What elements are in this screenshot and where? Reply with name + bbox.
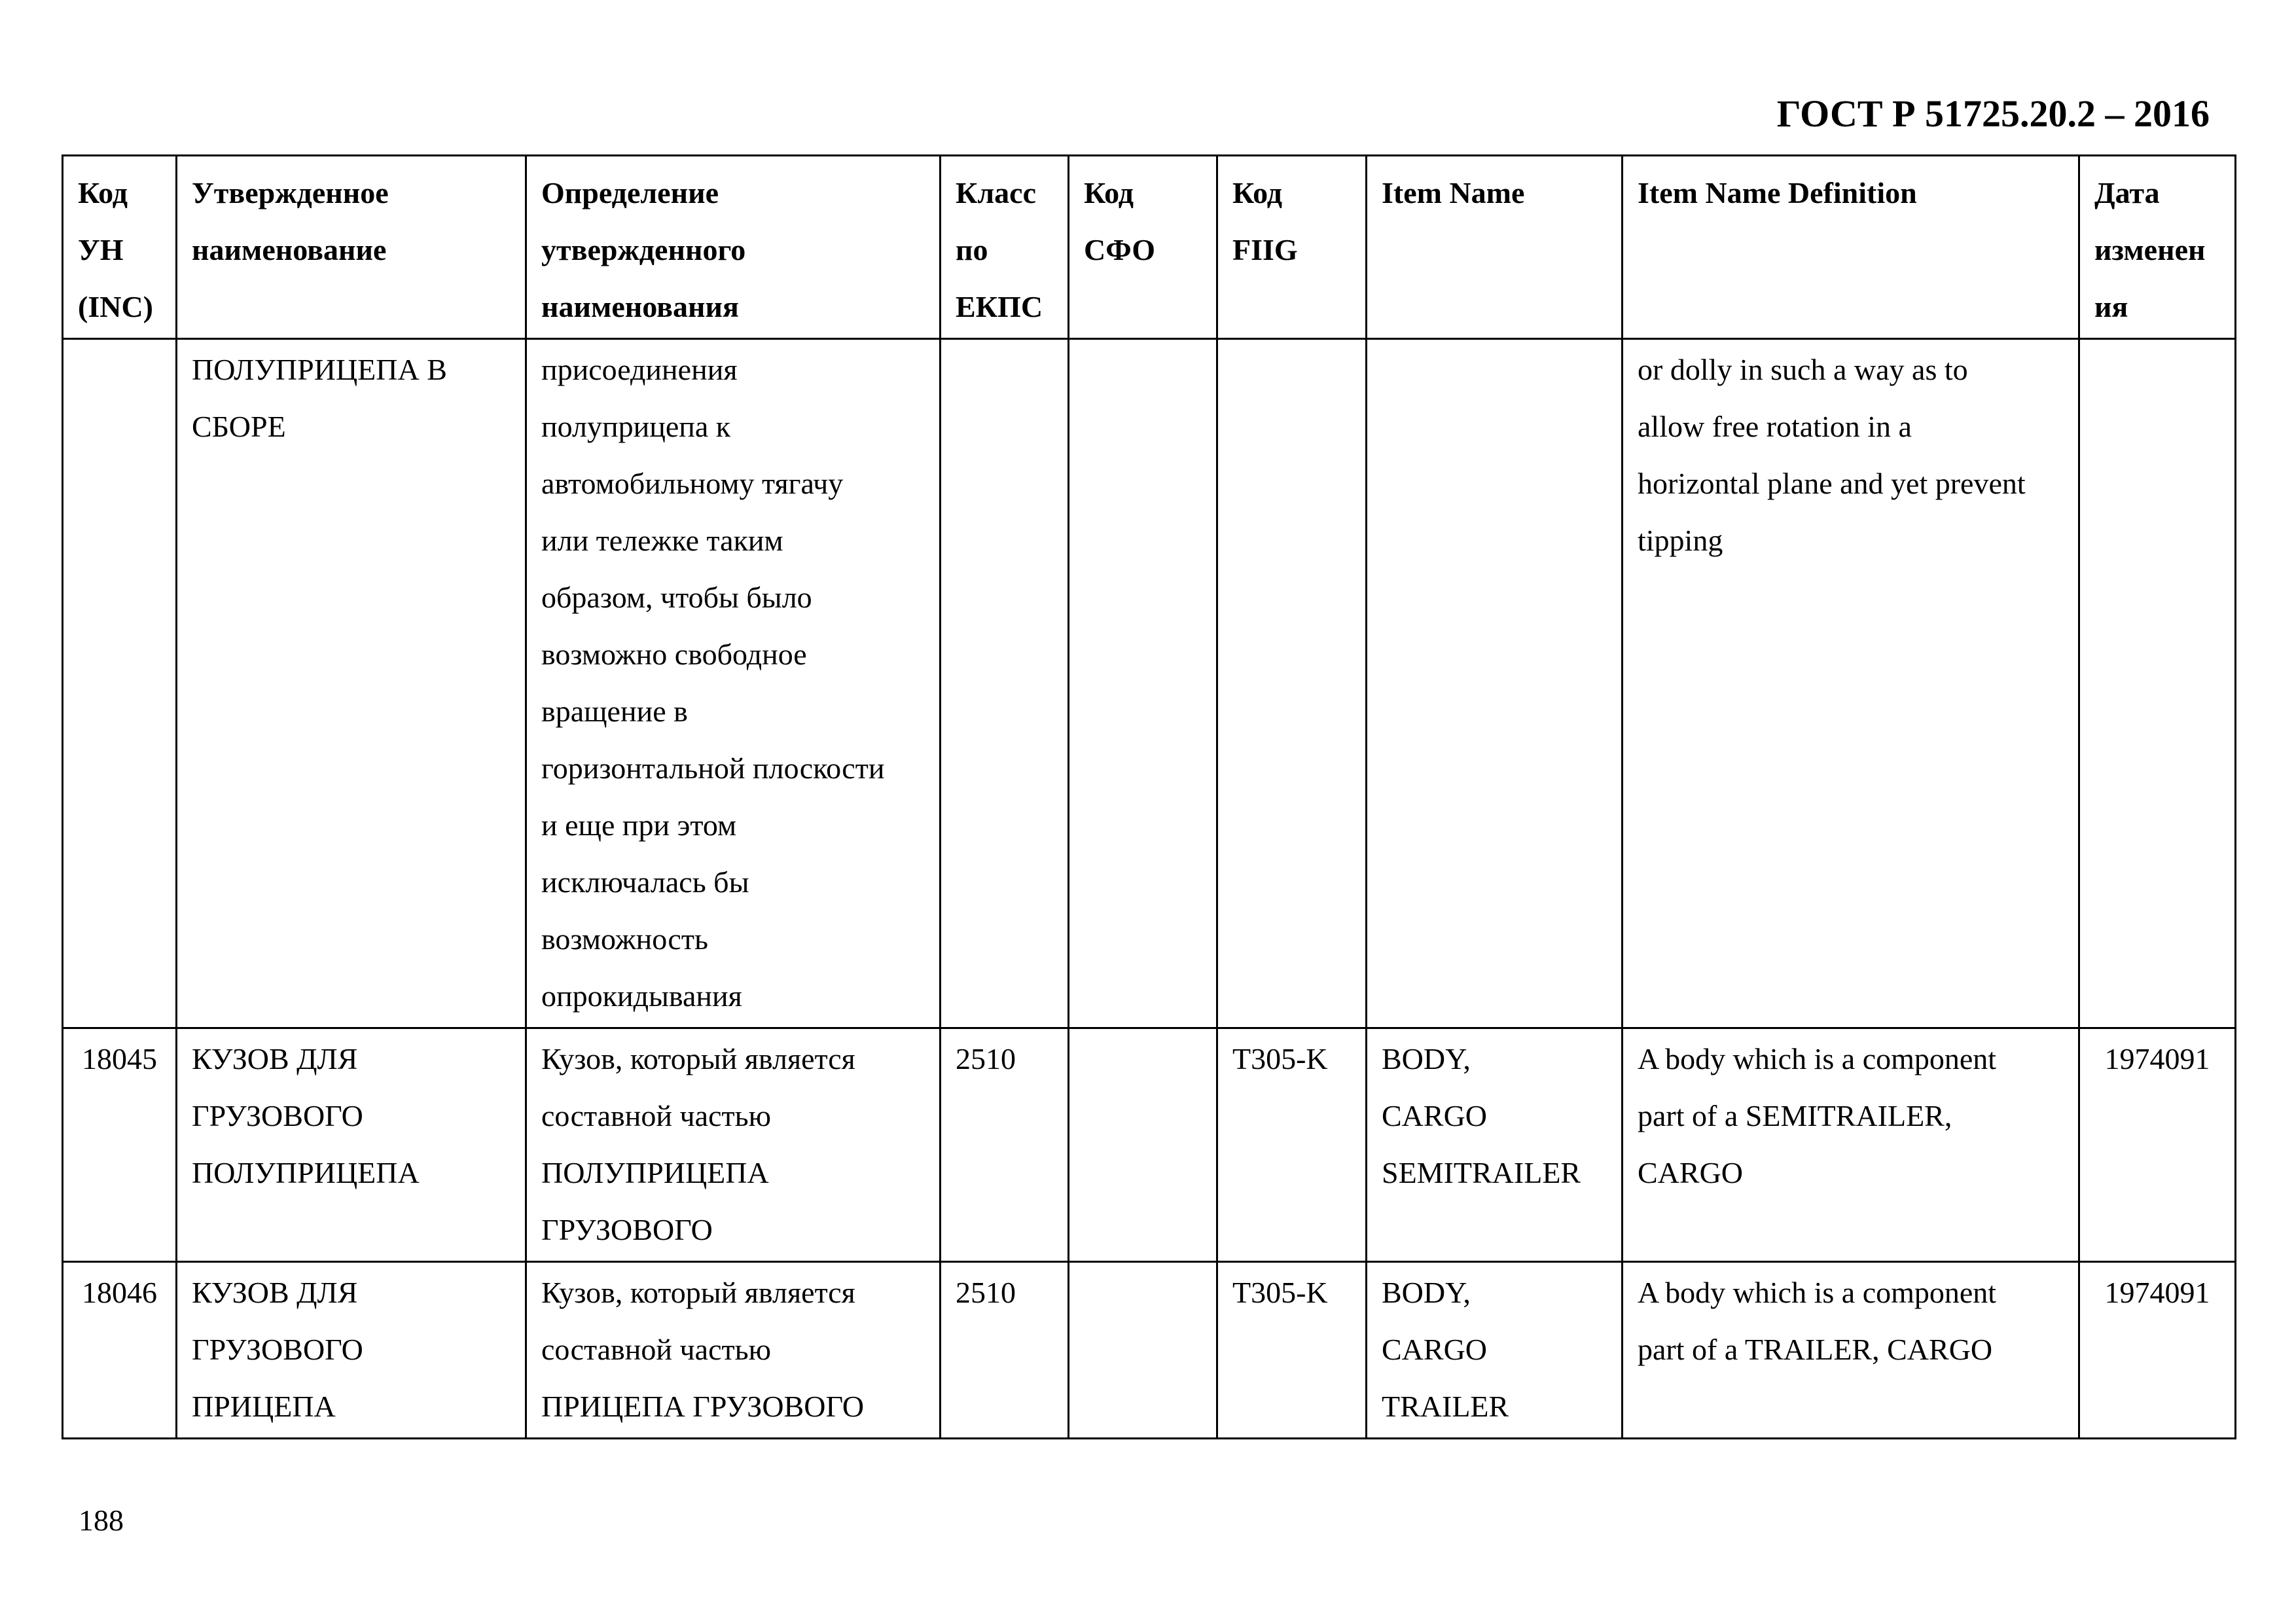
cell-text-line: part of a TRAILER, CARGO xyxy=(1638,1333,1993,1366)
cell-text-line: horizontal plane and yet prevent xyxy=(1638,467,2026,500)
cell-sfo-code xyxy=(1069,1262,1217,1439)
cell-text-line: Кузов, который является xyxy=(541,1042,855,1075)
cell-item-name xyxy=(1367,1262,1623,1439)
cell-item-name xyxy=(1367,1028,1623,1262)
cell-text-line: 18046 xyxy=(82,1276,157,1309)
cell-text-line: T305-K xyxy=(1232,1276,1328,1309)
table-header-row xyxy=(63,156,2236,339)
cell-inc-code xyxy=(63,1262,177,1439)
cell-text-line: вращение в xyxy=(541,695,688,728)
cell-fiig-code xyxy=(1217,1028,1367,1262)
cell-sfo-code xyxy=(1069,1028,1217,1262)
cell-item-name-definition xyxy=(1623,1262,2079,1439)
table-body xyxy=(63,339,2236,1439)
cell-change-date xyxy=(2079,1028,2236,1262)
cell-approved-name-definition xyxy=(526,1262,941,1439)
column-header-sfo-code xyxy=(1069,156,1217,339)
cell-text-line: ПРИЦЕПА ГРУЗОВОГО xyxy=(541,1390,865,1423)
cell-text-line: ГРУЗОВОГО xyxy=(192,1333,363,1366)
cell-approved-name xyxy=(177,339,526,1028)
header-text-line: наименования xyxy=(541,290,739,323)
document-code: ГОСТ Р 51725.20.2 – 2016 xyxy=(1776,92,2210,135)
cell-ekps-class xyxy=(941,1028,1069,1262)
cell-text-line: возможность xyxy=(541,922,708,956)
column-header-inc-code xyxy=(63,156,177,339)
catalog-table xyxy=(62,154,2236,1439)
cell-text-line: исключалась бы xyxy=(541,865,749,899)
table-row xyxy=(63,1028,2236,1262)
cell-text-line: T305-K xyxy=(1232,1042,1328,1075)
cell-text-line: 2510 xyxy=(956,1276,1016,1309)
cell-text-line: ПОЛУПРИЦЕПА xyxy=(192,1156,420,1189)
cell-text-line: опрокидывания xyxy=(541,979,742,1013)
header-text-line: ия xyxy=(2094,290,2128,323)
cell-text-line: присоединения xyxy=(541,353,738,386)
cell-text-line: КУЗОВ ДЛЯ xyxy=(192,1276,358,1309)
header-text-line: Утвержденное xyxy=(192,176,389,209)
cell-text-line: tipping xyxy=(1638,524,1723,557)
cell-item-name-definition xyxy=(1623,1028,2079,1262)
cell-text-line: Кузов, который является xyxy=(541,1276,855,1309)
column-header-approved-name xyxy=(177,156,526,339)
cell-text-line: КУЗОВ ДЛЯ xyxy=(192,1042,358,1075)
cell-text-line: allow free rotation in a xyxy=(1638,410,1912,443)
header-text-line: Дата xyxy=(2094,176,2160,209)
cell-text-line: CARGO xyxy=(1638,1156,1744,1189)
cell-ekps-class xyxy=(941,339,1069,1028)
cell-text-line: SEMITRAILER xyxy=(1382,1156,1581,1189)
cell-fiig-code xyxy=(1217,339,1367,1028)
cell-text-line: CARGO xyxy=(1382,1333,1488,1366)
column-header-approved-name-definition xyxy=(526,156,941,339)
table-row xyxy=(63,1262,2236,1439)
cell-inc-code xyxy=(63,339,177,1028)
cell-text-line: or dolly in such a way as to xyxy=(1638,353,1968,386)
cell-text-line: ГРУЗОВОГО xyxy=(541,1213,713,1246)
cell-text-line: A body which is a component xyxy=(1638,1276,1997,1309)
cell-text-line: возможно свободное xyxy=(541,638,807,671)
cell-inc-code xyxy=(63,1028,177,1262)
cell-text-line: 1974091 xyxy=(2104,1276,2210,1309)
cell-item-name xyxy=(1367,339,1623,1028)
cell-text-line: A body which is a component xyxy=(1638,1042,1997,1075)
cell-ekps-class xyxy=(941,1262,1069,1439)
cell-text-line: TRAILER xyxy=(1382,1390,1509,1423)
header-text-line: наименование xyxy=(192,233,387,266)
cell-text-line: ПОЛУПРИЦЕПА В xyxy=(192,353,447,386)
cell-text-line: CARGO xyxy=(1382,1099,1488,1132)
cell-text-line: part of a SEMITRAILER, xyxy=(1638,1099,1952,1132)
table-row xyxy=(63,339,2236,1028)
cell-approved-name xyxy=(177,1028,526,1262)
header-text-line: ЕКПС xyxy=(956,290,1043,323)
cell-text-line: или тележке таким xyxy=(541,524,783,557)
cell-sfo-code xyxy=(1069,339,1217,1028)
cell-text-line: горизонтальной плоскости xyxy=(541,751,885,785)
header-text-line: Item Name Definition xyxy=(1638,176,1917,209)
cell-text-line: ПОЛУПРИЦЕПА xyxy=(541,1156,769,1189)
column-header-item-name-definition xyxy=(1623,156,2079,339)
column-header-change-date xyxy=(2079,156,2236,339)
header-text-line: УН xyxy=(78,233,124,266)
header-text-line: Класс xyxy=(956,176,1036,209)
cell-text-line: составной частью xyxy=(541,1333,771,1366)
header-text-line: СФО xyxy=(1084,233,1156,266)
cell-text-line: образом, чтобы было xyxy=(541,581,812,614)
cell-fiig-code xyxy=(1217,1262,1367,1439)
header-text-line: Item Name xyxy=(1382,176,1525,209)
cell-text-line: 2510 xyxy=(956,1042,1016,1075)
header-text-line: Код xyxy=(78,176,128,209)
header-text-line: Определение xyxy=(541,176,719,209)
page-number: 188 xyxy=(79,1504,124,1537)
header-text-line: Код xyxy=(1232,176,1283,209)
header-text-line: (INC) xyxy=(78,290,153,323)
cell-text-line: ГРУЗОВОГО xyxy=(192,1099,363,1132)
cell-approved-name-definition xyxy=(526,339,941,1028)
cell-text-line: 18045 xyxy=(82,1042,157,1075)
cell-text-line: BODY, xyxy=(1382,1276,1471,1309)
column-header-fiig-code xyxy=(1217,156,1367,339)
header-text-line: изменен xyxy=(2094,233,2206,266)
cell-text-line: автомобильному тягачу xyxy=(541,467,844,500)
cell-change-date xyxy=(2079,1262,2236,1439)
column-header-ekps-class xyxy=(941,156,1069,339)
cell-text-line: BODY, xyxy=(1382,1042,1471,1075)
cell-item-name-definition xyxy=(1623,339,2079,1028)
cell-text-line: и еще при этом xyxy=(541,808,737,842)
header-text-line: по xyxy=(956,233,988,266)
header-text-line: FIIG xyxy=(1232,233,1298,266)
cell-text-line: СБОРЕ xyxy=(192,410,286,443)
cell-text-line: 1974091 xyxy=(2104,1042,2210,1075)
column-header-item-name xyxy=(1367,156,1623,339)
cell-change-date xyxy=(2079,339,2236,1028)
cell-approved-name xyxy=(177,1262,526,1439)
cell-text-line: ПРИЦЕПА xyxy=(192,1390,336,1423)
cell-text-line: полуприцепа к xyxy=(541,410,731,443)
cell-text-line: составной частью xyxy=(541,1099,771,1132)
header-text-line: Код xyxy=(1084,176,1134,209)
header-text-line: утвержденного xyxy=(541,233,746,266)
cell-approved-name-definition xyxy=(526,1028,941,1262)
